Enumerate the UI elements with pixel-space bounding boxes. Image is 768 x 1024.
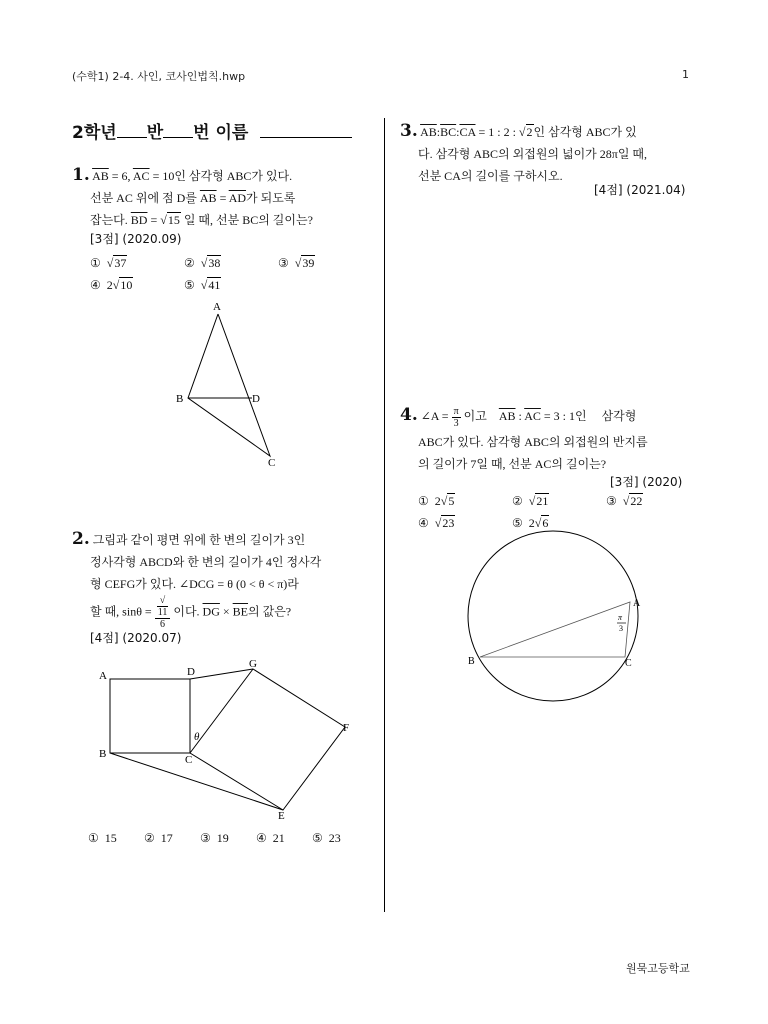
q2-label-g: G bbox=[249, 658, 257, 670]
q4-angle: ∠A = bbox=[420, 409, 449, 423]
q2-choice-4[interactable]: ④ 21 bbox=[256, 831, 285, 845]
q4-angle-pi: π bbox=[618, 613, 623, 622]
q1-seg-ad: $\overline{AD}$ bbox=[228, 191, 247, 205]
q4-line3: 의 길이가 7일 때, 선분 AC의 길이는? bbox=[418, 457, 607, 471]
q4-line1-end: 삼각형 bbox=[601, 409, 637, 423]
q1-choice-2[interactable]: ② √38 bbox=[184, 256, 221, 270]
q1-choice-4[interactable]: ④ 2√10 bbox=[90, 278, 133, 292]
q1-seg-bd: $\overline{BD}$ bbox=[130, 213, 148, 227]
q2-line4-start: 할 때, sinθ = bbox=[90, 604, 152, 619]
q1-ab-value: = 6 bbox=[111, 169, 128, 183]
q1-label-c: C bbox=[268, 457, 276, 469]
q3-meta: [4점] (2021.04) bbox=[594, 183, 686, 197]
q1-choice-3[interactable]: ③ √39 bbox=[278, 256, 315, 270]
number-label: 번 bbox=[193, 123, 210, 143]
q1-triangle-abc bbox=[188, 314, 270, 456]
q2-seg-be: $\overline{BE}$ bbox=[232, 604, 249, 619]
question-2: 2. 그림과 같이 평면 위에 한 변의 길이가 3인 정사각형 ABCD와 한 변의 길이가 4인 정사각 형 CEFG가 있다. ∠DCG = θ (0 < θ < π)라 할 때, sinθ = √ 11 6 이다. $\overline{DG} \times \overline{BE}$의 값은? [4점] (2020.07) bbox=[72, 528, 370, 646]
q2-line1: 그림과 같이 평면 위에 한 변의 길이가 3인 bbox=[92, 533, 306, 547]
q2-line3: 형 CEFG가 있다. ∠DCG = θ (0 < θ < π)라 bbox=[90, 577, 299, 591]
q1-choice-5[interactable]: ⑤ √41 bbox=[184, 278, 221, 292]
q3-number: 3. bbox=[400, 121, 418, 141]
q2-label-b: B bbox=[99, 748, 107, 760]
q4-circle-figure bbox=[455, 530, 655, 710]
q1-seg-ab2: $\overline{AB}$ bbox=[199, 191, 217, 205]
q4-choice-4[interactable]: ④ √23 bbox=[418, 516, 455, 530]
q4-pi-over-3: $\frac{\pi}{3}$ bbox=[453, 405, 459, 429]
q2-choice-1[interactable]: ① 15 bbox=[88, 831, 117, 845]
q1-line2-end: 가 되도록 bbox=[246, 191, 296, 205]
q3-radicand: 2 bbox=[526, 125, 533, 139]
page-number: 1 bbox=[682, 68, 689, 81]
q2-line4-end: 의 값은? bbox=[248, 604, 292, 619]
q2-label-d: D bbox=[187, 666, 195, 678]
q1-line3-end: 일 때, 선분 BC의 길이는? bbox=[183, 213, 313, 227]
name-line bbox=[72, 118, 372, 143]
question-4: 4. ∠A = $\frac{\pi}{3}$ 이고 $\overline{AB}$ : $\overline{AC} = 3$ : 1인 삼각형 ABC가 있다. 삼각형 ABC의 외접원의 반지름 의 길이가 7일 때, 선분 AC의 길이는? bbox=[400, 400, 700, 475]
q2-choice-5[interactable]: ⑤ 23 bbox=[312, 831, 341, 845]
q4-line1-mid: 이고 bbox=[463, 409, 487, 423]
q4-label-a: A bbox=[633, 598, 641, 609]
q2-squares-figure bbox=[95, 655, 360, 825]
q3-ratio: = 1 : 2 : bbox=[478, 125, 516, 139]
q2-sin-fraction: √ 11 6 bbox=[155, 595, 171, 630]
q2-label-f: F bbox=[343, 722, 350, 734]
q1-line3-start: 잡는다. bbox=[90, 213, 128, 227]
name-label: 이름 bbox=[215, 123, 249, 143]
q4-line2: ABC가 있다. 삼각형 ABC의 외접원의 반지름 bbox=[418, 435, 648, 449]
q4-angle-three: 3 bbox=[619, 624, 623, 633]
file-header: (수학1) 2-4. 사인, 코사인법칙.hwp bbox=[72, 70, 246, 83]
q4-choice-1[interactable]: ① 2√5 bbox=[418, 494, 455, 508]
grade-label: 2학년 bbox=[72, 123, 117, 143]
question-3: 3. $\overline{AB}:\overline{BC}:\overline{CA} = 1$ : 2 : √2인 삼각형 ABC가 있 다. 삼각형 ABC의 외접원의 넓이가 28π일 때, 선분 CA의 길이를 구하시오. bbox=[400, 120, 700, 187]
q4-meta: [3점] (2020) bbox=[610, 475, 683, 489]
q2-meta: [4점] (2020.07) bbox=[90, 631, 182, 645]
q1-number: 1. bbox=[72, 165, 90, 185]
q1-triangle-figure bbox=[160, 298, 300, 473]
class-blank bbox=[117, 137, 147, 138]
q2-segment-be bbox=[110, 753, 283, 810]
q3-seg-ca: $\overline{CA}$ bbox=[459, 125, 476, 139]
q1-label-a: A bbox=[213, 301, 221, 313]
q2-number: 2. bbox=[72, 529, 90, 549]
q2-label-a: A bbox=[99, 670, 107, 682]
class-label: 반 bbox=[146, 123, 164, 143]
number-blank bbox=[163, 137, 193, 138]
q2-square-cefg bbox=[190, 669, 345, 810]
q2-label-e: E bbox=[278, 810, 285, 822]
name-blank bbox=[260, 137, 352, 138]
q2-segment-dg bbox=[190, 669, 253, 679]
q1-choice-1[interactable]: ① √37 bbox=[90, 256, 127, 270]
q1-seg-ac: $\overline{AC}$ bbox=[132, 169, 150, 183]
q4-seg-ac: $\overline{AC}$ bbox=[524, 409, 541, 423]
school-footer: 원묵고등학교 bbox=[626, 962, 690, 975]
q1-ac-value: = 10인 삼각형 ABC가 있다. bbox=[152, 169, 293, 183]
q4-choice-3[interactable]: ③ √22 bbox=[606, 494, 643, 508]
q1-label-b: B bbox=[176, 393, 184, 405]
q1-label-d: D bbox=[252, 393, 260, 405]
q3-line2: 다. 삼각형 ABC의 외접원의 넓이가 28π일 때, bbox=[418, 147, 648, 161]
q4-label-c: C bbox=[625, 658, 632, 669]
q2-label-c: C bbox=[185, 754, 193, 766]
q2-line4-mid: 이다. bbox=[173, 604, 200, 619]
q3-seg-bc: $\overline{BC}$ bbox=[440, 125, 457, 139]
q3-line1-end: 인 삼각형 ABC가 있 bbox=[533, 125, 637, 139]
q1-line2: 선분 AC 위에 점 D를 bbox=[90, 191, 197, 205]
q3-seg-ab: $\overline{AB}$ bbox=[420, 125, 437, 139]
q2-seg-dg: $\overline{DG}$ bbox=[202, 604, 220, 619]
q1-meta: [3점] (2020.09) bbox=[90, 232, 182, 246]
q2-choice-2[interactable]: ② 17 bbox=[144, 831, 173, 845]
column-divider bbox=[384, 118, 385, 912]
question-1: 1. $\overline{AB} = 6$, $\overline{AC} = 10$인 삼각형 ABC가 있다. 선분 AC 위에 점 D를 $\overline{AB} = \overline{AD}$가 되도록 잡는다. $\overline{BD} = √15$ 일 때, 선분 BC의 길이는? [3점] (2020.09) bbox=[72, 164, 370, 247]
q1-seg-ab: $\overline{AB}$ bbox=[92, 169, 109, 183]
q4-triangle-abc bbox=[480, 602, 630, 657]
q2-label-theta: θ bbox=[194, 731, 200, 743]
q4-choice-2[interactable]: ② √21 bbox=[512, 494, 549, 508]
q1-bd-eq: = bbox=[150, 213, 158, 227]
q4-choice-5[interactable]: ⑤ 2√6 bbox=[512, 516, 549, 530]
q3-line3: 선분 CA의 길이를 구하시오. bbox=[418, 169, 563, 183]
q2-line2: 정사각형 ABCD와 한 변의 길이가 4인 정사각 bbox=[90, 555, 322, 569]
q1-eq: = bbox=[219, 191, 227, 205]
q4-number: 4. bbox=[400, 405, 418, 425]
q4-label-b: B bbox=[468, 656, 475, 667]
q4-seg-ab: $\overline{AB}$ bbox=[498, 409, 516, 423]
q2-square-abcd bbox=[110, 679, 190, 753]
q4-circumcircle bbox=[468, 531, 638, 701]
q1-bd-radicand: 15 bbox=[167, 213, 180, 227]
q2-choice-3[interactable]: ③ 19 bbox=[200, 831, 229, 845]
q4-ratio: = 3 : 1인 bbox=[543, 409, 587, 423]
